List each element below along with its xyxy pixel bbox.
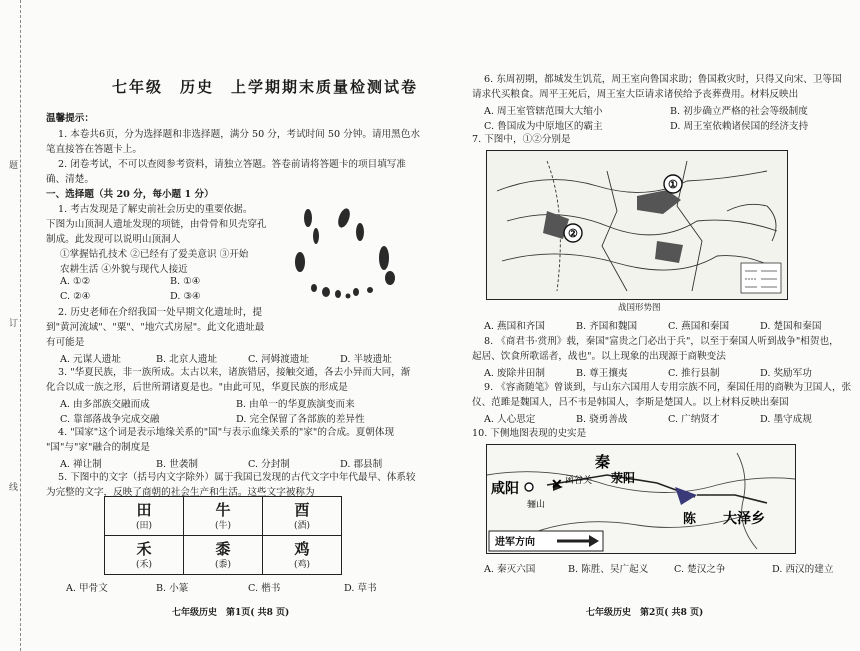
option-b: B. 陈胜、吴广起义 [568,564,649,575]
oracle-char-cell [184,536,263,575]
option-c: C. 燕国和秦国 [668,321,730,332]
question-1-item: 农耕生活 ④外貌与现代人接近 [60,264,188,275]
oracle-label: (酒) [293,520,311,531]
option-b: B. 初步确立严格的社会等级制度 [670,106,808,117]
page-title: 七年级 历史 上学期期末质量检测试卷 [112,78,419,96]
uprising-map [486,444,796,554]
map-label-dazexiang: 大泽乡 [723,511,765,527]
oracle-label: (牛) [214,520,232,531]
question-1-line: 1. 考古发现是了解史前社会历史的重要依据。 [58,204,253,215]
option-b: B. 世袭制 [156,459,198,470]
option-a: A. ①② [60,276,91,287]
option-d: D. ③④ [170,291,201,302]
notice-line: 2. 闭卷考试，不可以查阅参考资料，请独立答题。答卷前请将答题卡的项目填写准 [58,159,406,170]
page-footer: 七年级历史 第1页( 共8 页) [172,608,290,618]
option-b: B. 由单一的华夏族演变而来 [236,399,355,410]
option-a: A. 元谋人遗址 [60,354,121,365]
option-d: D. 墨守成规 [760,414,812,425]
question-5-line: 为完整的文字，反映了商朝的社会生产和生活。这些文字被称为 [46,487,315,498]
question-2-line: 2. 历史老师在介绍我国一处早期文化遗址时，提 [58,307,263,318]
warring-states-map [486,150,788,300]
option-d: D. 完全保留了各部族的差异性 [236,414,365,425]
question-10-options [484,561,833,575]
question-7-line: 7. 下图中，①②分别是 [472,134,571,145]
necklace-image [286,206,412,310]
oracle-char-cell [184,497,263,536]
map-label-lishan: 骊山 [527,500,546,510]
question-2-line: 到"黄河流域"、"粟"、"地穴式房屋"。此文化遗址最 [46,322,265,333]
cross-mark: ✕ [551,477,563,493]
option-d: D. 草书 [344,583,377,594]
question-4-line: 4. "国家"这个词是表示地缘关系的"国"与表示血缘关系的"家"的合成。夏朝体现 [58,427,395,438]
notice-line: 确、清楚。 [46,174,94,185]
option-b: B. ①④ [170,276,201,287]
question-1-line: 制成。此发现可以说明山顶洞人 [46,234,181,245]
option-a: A. 甲骨文 [66,583,108,594]
map-caption: 战国形势图 [618,303,661,313]
map-legend-label: 进军方向 [495,537,535,548]
option-c: C. 广纳贤才 [668,414,720,425]
binding-mark: 线 [7,482,17,491]
option-c: C. 河姆渡遗址 [248,354,310,365]
question-7-options [484,318,821,332]
question-5-line: 5. 下图中的文字（括号内文字除外）属于我国已发现的古代文字中年代最早、体系较 [58,472,416,483]
map-label-chen: 陈 [683,512,697,527]
oracle-label: (黍) [214,559,232,570]
option-d: D. 奖励军功 [760,368,812,379]
oracle-glyph: 黍 [215,539,231,558]
map-marker-2: ② [568,227,578,240]
option-d: D. 西汉的建立 [772,564,834,575]
question-1-options [60,291,201,302]
oracle-char-cell [105,536,184,575]
option-c: C. 靠部落战争完成交融 [60,414,160,425]
option-c: C. ②④ [60,291,91,302]
question-4-options [60,456,382,470]
question-3-options [60,411,365,425]
right-page [438,0,860,651]
question-4-line: "国"与"家"融合的制度是 [46,442,150,453]
question-2-line: 有可能是 [46,337,85,348]
option-c: C. 楚汉之争 [674,564,726,575]
oracle-char-cell [263,536,342,575]
question-6-options [484,118,808,132]
option-d: D. 郡县制 [340,459,383,470]
option-a: A. 燕国和齐国 [484,321,545,332]
question-6-line: 请求代买粮食。周平王死后，周王室大臣请求诸侯给予丧葬费用。材料反映出 [472,89,799,100]
oracle-label: (鸡) [293,559,311,570]
oracle-glyph: 禾 [136,539,152,558]
question-3-line: 化合以成一族之形，后世所谓诸夏是也。"由此可见，华夏民族的形成是 [46,382,348,393]
oracle-char-cell [263,497,342,536]
question-6-line: 6. 东周初期，都城发生饥荒，周王室向鲁国求助；鲁国救灾时，只得又向宋、卫等国 [484,74,842,85]
question-8-options [484,365,812,379]
oracle-char-cell [105,497,184,536]
option-d: D. 半坡遗址 [340,354,392,365]
option-a: A. 周王室管辖范围大大缩小 [484,106,603,117]
oracle-glyph: 鸡 [294,539,310,558]
option-a: A. 人心思定 [484,414,536,425]
oracle-script-table [104,496,342,575]
option-c: C. 分封制 [248,459,290,470]
option-d: D. 周王室依赖诸侯国的经济支持 [670,121,809,132]
notice-line: 1. 本卷共6页，分为选择题和非选择题，满分 50 分，考试时间 50 分钟。请用黑色水 [58,129,420,140]
binding-strip [0,0,21,651]
map-label-xianyang: 咸阳 [491,481,519,497]
notice-heading: 温馨提示： [46,113,94,124]
question-3-options [60,396,355,410]
notice-line: 笔直接答在答题卡上。 [46,144,142,155]
page-footer: 七年级历史 第2页( 共8 页) [586,608,704,618]
oracle-label: (田) [135,520,153,531]
option-c: C. 推行县制 [668,368,720,379]
oracle-glyph: 酉 [294,500,310,519]
uprising-map-drawing [487,445,795,553]
warring-states-map-drawing [487,151,787,299]
question-9-line: 仪、范雎是魏国人，吕不韦是韩国人，李斯是楚国人。以上材料反映出秦国 [472,397,789,408]
section-heading: 一、选择题（共 20 分，每小题 1 分） [46,189,214,200]
question-6-options [484,103,808,117]
option-a: A. 废除井田制 [484,368,545,379]
oracle-glyph: 田 [136,500,152,519]
map-label-xingyang: 荥阳 [611,471,636,485]
map-marker-1: ① [668,178,678,191]
question-2-options [60,351,392,365]
map-label-qin: 秦 [595,453,611,471]
binding-mark: 订 [7,318,17,327]
option-b: B. 齐国和魏国 [576,321,638,332]
question-1-line: 下图为山顶洞人遗址发现的项链，由骨骨和贝壳穿孔 [46,219,267,230]
option-a: A. 禅让制 [60,459,102,470]
question-9-options [484,411,812,425]
question-9-line: 9. 《容斋随笔》曾谈到，与山东六国用人专用宗族不同，秦国任用的商鞅为卫国人，张 [484,382,852,393]
question-1-options [60,276,200,287]
option-b: B. 尊王攘夷 [576,368,628,379]
option-c: C. 楷书 [248,583,281,594]
question-8-line: 8. 《商君书·赏刑》载，秦国"富贵之门必出于兵"，以至于秦国人听到战争"相贺也， [484,336,839,347]
question-8-line: 起居、饮食所歌谣者，战也"。以上现象的出现源于商鞅变法 [472,351,726,362]
question-1-item: ①掌握钻孔技术 ②已经有了爱美意识 ③开始 [60,249,249,260]
map-label-hangu: 函谷关 [565,476,593,486]
option-d: D. 楚国和秦国 [760,321,822,332]
option-c: C. 鲁国成为中原地区的霸主 [484,121,603,132]
option-b: B. 北京人遗址 [156,354,218,365]
question-5-options [66,580,377,594]
oracle-glyph: 牛 [215,500,231,519]
option-b: B. 小篆 [156,583,189,594]
oracle-label: (禾) [135,559,153,570]
option-a: A. 由多部族交融而成 [60,399,150,410]
binding-mark: 题 [7,160,17,169]
option-b: B. 骁勇善战 [576,414,628,425]
question-3-line: 3. "华夏民族，非一族所成。太古以来，诸族错居，接触交通，各去小异而大同，渐 [58,367,411,378]
question-10-line: 10. 下侧地图表现的史实是 [472,428,587,439]
option-a: A. 秦灭六国 [484,564,536,575]
